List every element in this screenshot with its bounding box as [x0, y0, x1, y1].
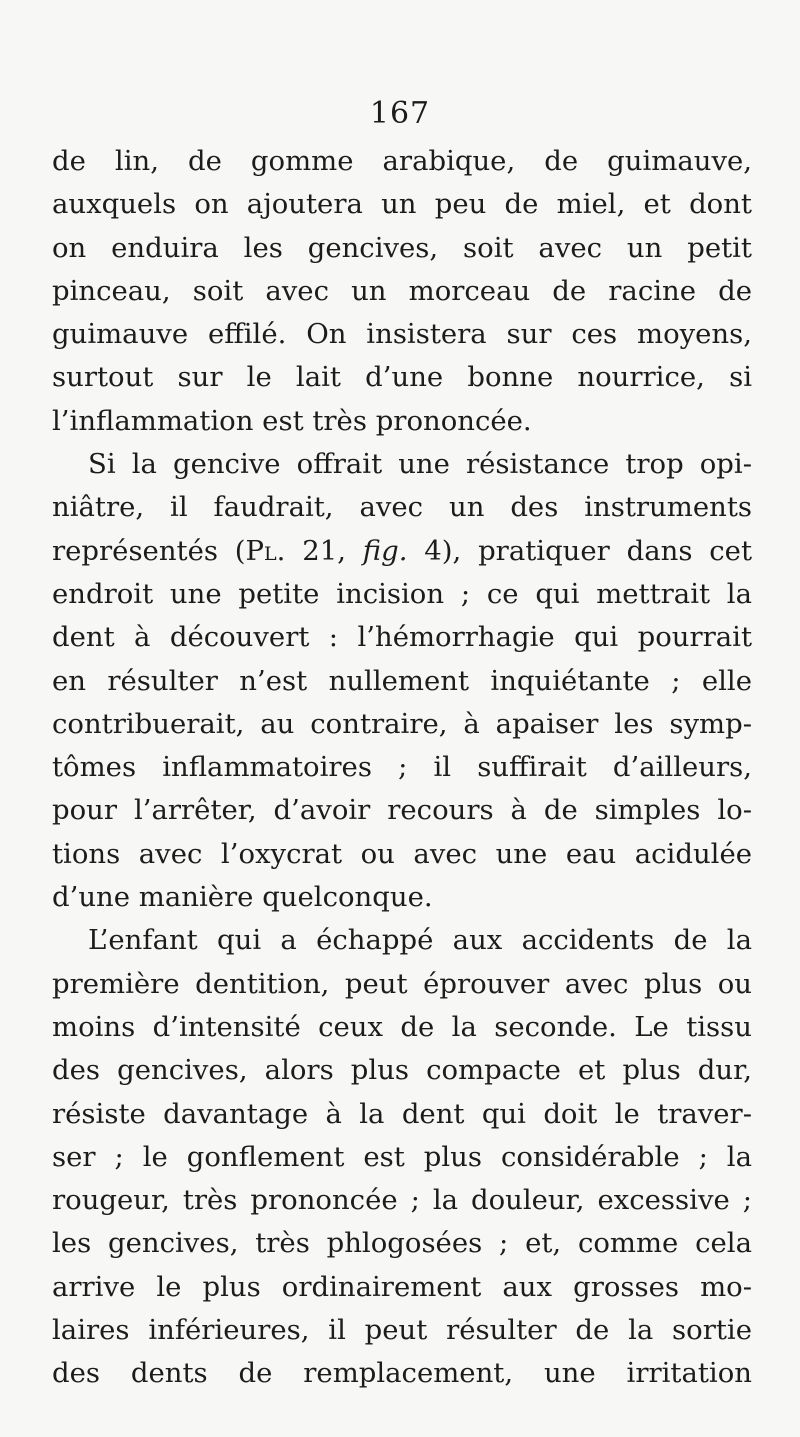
text-line: Si la gencive offrait une résistance trop opi- [88, 448, 752, 481]
text-line: L’enfant qui a échappé aux accidents de la [88, 924, 752, 957]
plate-abbreviation: Pl. [245, 534, 286, 567]
text-line: arrive le plus ordinairement aux grosses mo- [52, 1270, 752, 1303]
text-line: d’une manière quelconque. [52, 881, 433, 914]
text-line: en résulter n’est nullement inquiétante ; elle [52, 664, 752, 697]
text-line: pour l’arrêter, d’avoir recours à de simples lo- [52, 794, 752, 827]
text-line: endroit une petite incision ; ce qui mettrait la [52, 577, 752, 610]
figure-abbreviation: fig. [362, 534, 408, 567]
text-line: rougeur, très prononcée ; la douleur, excessive ; [52, 1184, 752, 1217]
text-line: niâtre, il faudrait, avec un des instruments [52, 491, 752, 524]
text-line: de lin, de gomme arabique, de guimauve, [52, 145, 752, 177]
text-line: moins d’intensité ceux de la seconde. Le tissu [52, 1010, 752, 1043]
page-number: 167 [369, 96, 431, 131]
text-line: ser ; le gonflement est plus considérable ; la [52, 1140, 752, 1173]
text-line-figure-reference [52, 530, 752, 573]
body-text [52, 140, 752, 1396]
text-line: première dentition, peut éprouver avec plus ou [52, 967, 752, 1000]
text-line: contribuerait, au contraire, à apaiser les symp- [52, 707, 752, 740]
text-line: les gencives, très phlogosées ; et, comme cela [52, 1227, 752, 1260]
text-line: tions avec l’oxycrat ou avec une eau acidulée [52, 837, 752, 870]
text-line: guimauve effilé. On insistera sur ces moyens, [52, 318, 752, 351]
text-line: surtout sur le lait d’une bonne nourrice, si [52, 361, 752, 394]
text-line: laires inférieures, il peut résulter de la sortie [52, 1314, 752, 1347]
text-line: on enduira les gencives, soit avec un petit [52, 231, 752, 264]
text-line: résiste davantage à la dent qui doit le traver- [52, 1097, 752, 1130]
text-line: tômes inflammatoires ; il suffirait d’ailleurs, [52, 751, 752, 784]
text-line: des gencives, alors plus compacte et plus dur, [52, 1054, 752, 1087]
text-segment: représentés ( [52, 534, 246, 567]
text-line: auxquels on ajoutera un peu de miel, et dont [52, 188, 752, 221]
text-segment: 21, [285, 534, 363, 567]
text-line: pinceau, soit avec un morceau de racine de [52, 274, 752, 307]
text-line: dent à découvert : l’hémorrhagie qui pourrait [52, 621, 752, 654]
text-line: l’inflammation est très prononcée. [52, 404, 532, 437]
text-segment: 4), pratiquer dans cet [407, 534, 752, 567]
text-line: des dents de remplacement, une irritation [52, 1357, 752, 1390]
